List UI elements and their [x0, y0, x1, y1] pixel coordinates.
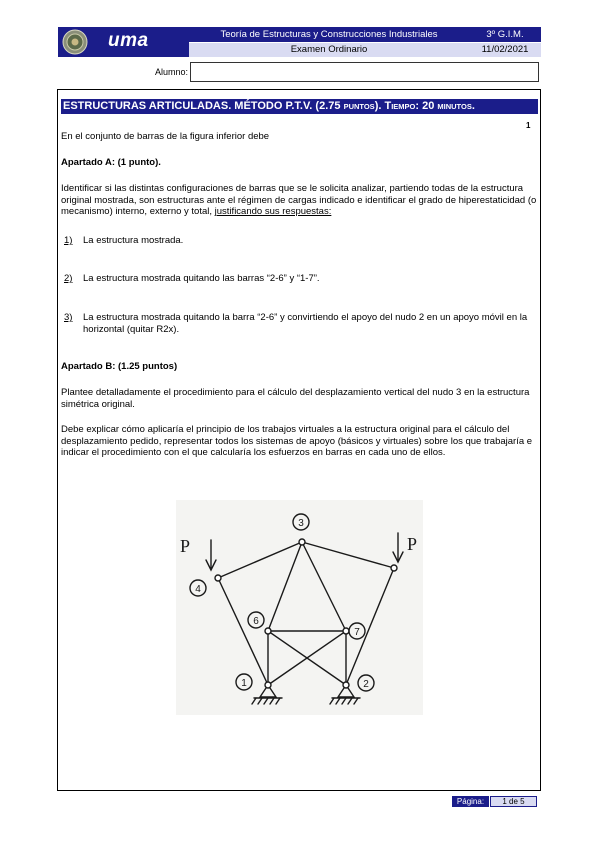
bar-3-6	[268, 542, 302, 631]
title-minutes: MINUTOS	[437, 102, 472, 111]
exam-header	[58, 27, 541, 57]
bar-4-1	[218, 578, 268, 685]
part-a-heading: Apartado A: (1 punto).	[61, 157, 161, 168]
item-text: La estructura mostrada quitando las barras “2-6” y “1-7”.	[83, 273, 320, 284]
node-label-1: 1	[241, 678, 247, 689]
node-label-6: 6	[253, 616, 259, 627]
student-label: Alumno:	[154, 67, 188, 77]
part-a-body-main: Identificar si las distintas configuraciones de barras que se le solicita analizar, partiendo todas de la estructura original mostrada, son estructuras ante el régimen de cargas indicado e identificar el grado de hiperestaticidad (o mecanismo) interno, externo y total,	[61, 183, 537, 218]
part-b-paragraph-1: Plantee detalladamente el procedimiento para el cálculo del desplazamiento vertical del nudo 3 en la estructura simétrica original.	[61, 387, 530, 410]
part-b-paragraph-2: Debe explicar cómo aplicaría el principio de los trabajos virtuales a la estructura original para el cálculo del desplazamiento pedido, representar todos los sistemas de apoyo (básicos y virtuales) sobre los que trabajaría e indicar el procedimiento con el que calcularía los esfuerzos en barras en cada uno de ellos.	[61, 424, 533, 459]
node-label-4: 4	[195, 584, 201, 595]
bar-3-5	[302, 542, 394, 568]
part-a-item	[61, 273, 538, 285]
page-label: Página:	[452, 796, 489, 807]
bar-3-4	[218, 542, 302, 578]
course-level: 3º G.I.M.	[469, 27, 541, 42]
truss-figure	[176, 500, 423, 715]
bar-3-7	[302, 542, 346, 631]
student-name-field[interactable]	[190, 62, 539, 82]
exam-date: 11/02/2021	[469, 43, 541, 57]
title-time: : 20	[415, 100, 435, 112]
title-points: PUNTOS	[343, 102, 375, 111]
university-seal-icon	[62, 29, 88, 55]
part-a-body	[61, 183, 538, 218]
bar-5-2	[346, 568, 394, 685]
title-time-small: IEMPO	[391, 102, 416, 111]
load-label-left: P	[180, 536, 191, 556]
title-mid: ). T	[374, 100, 392, 112]
part-a-item	[61, 235, 538, 247]
node-label-3: 3	[298, 518, 304, 529]
course-title: Teoría de Estructuras y Construcciones Industriales	[189, 27, 469, 42]
part-b-heading: Apartado B: (1.25 puntos)	[61, 361, 178, 372]
node-label-7: 7	[354, 627, 360, 638]
item-text: La estructura mostrada quitando la barra “2-6” y convirtiendo el apoyo del nudo 2 en un apoyo móvil en la horizontal (quitar R2x).	[83, 312, 528, 335]
part-a-body-underlined: justificando sus respuestas:	[214, 206, 332, 218]
section-title	[61, 99, 538, 114]
part-a-item	[61, 312, 538, 336]
page-number: 1 de 5	[490, 796, 537, 807]
question-number: 1	[526, 121, 531, 130]
exam-type: Examen Ordinario	[189, 43, 469, 57]
item-number: 3)	[64, 312, 73, 323]
intro-text: En el conjunto de barras de la figura inferior debe	[61, 131, 270, 142]
logo-text: uma	[108, 30, 149, 51]
item-text: La estructura mostrada.	[83, 235, 184, 246]
load-label-right: P	[407, 534, 418, 554]
title-main: ESTRUCTURAS ARTICULADAS. MÉTODO P.T.V. (2.75	[63, 100, 341, 112]
node-label-2: 2	[363, 679, 369, 690]
title-end: .	[471, 100, 475, 112]
university-logo	[58, 27, 189, 57]
item-number: 1)	[64, 235, 73, 246]
item-number: 2)	[64, 273, 73, 284]
